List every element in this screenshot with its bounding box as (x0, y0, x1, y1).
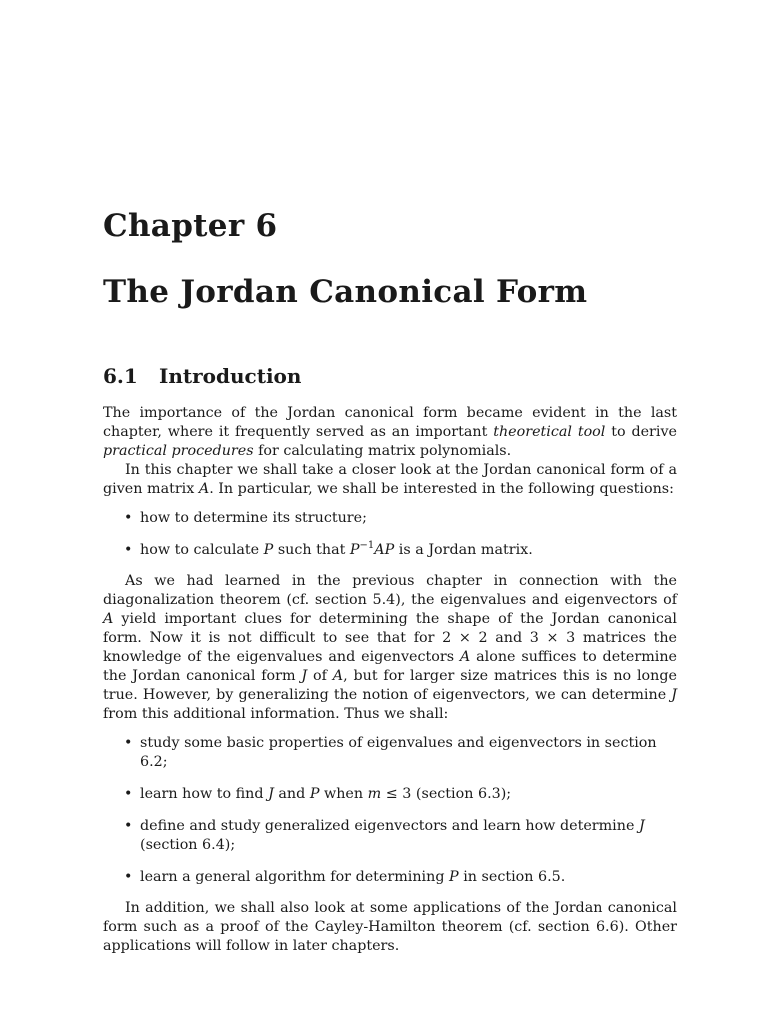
list-item: • define and study generalized eigenvectors and learn how determine J (section 6.4); (124, 818, 645, 853)
bullet-icon: • (124, 542, 133, 558)
paragraph-2: In this chapter we shall take a closer look at the Jordan canonical form of a given matrix A. In particular, we shall be interested in the following questions: (103, 462, 677, 497)
chapter-title: The Jordan Canonical Form (103, 274, 588, 310)
body-text (103, 404, 677, 956)
bullet-icon: • (124, 869, 133, 885)
plan-list (103, 734, 677, 887)
list-item: • learn how to find J and P when m ≤ 3 (section 6.3); (124, 786, 512, 802)
section-title: Introduction (159, 364, 302, 388)
emphasis-practical-procedures: practical procedures (103, 443, 254, 459)
list-item: • how to calculate P such that $P^{-1}AP$ is a Jordan matrix. (124, 540, 533, 558)
paragraph-3: As we had learned in the previous chapter in connection with the diagonalization theorem (cf. section 5.4), the eigenvalues and eigenvectors of A yield important clues for determining the shape of the Jordan canonical form. Now it is not difficult to see that for 2 × 2 and 3 × 3 matrices the knowledge of the eigenvalues and eigenvectors A alone suffices to determine the Jordan canonical form J of A, but for larger size matrices this is no longe true. However, by generalizing the notion of eigenvectors, we can determine J from this additional information. Thus we shall: (103, 573, 678, 722)
paragraph-1: The importance of the Jordan canonical form became evident in the last chapter, where it frequently served as an important theoretical tool to derive practical procedures for calculating matrix polynomials. (103, 405, 677, 459)
section-number: 6.1 (103, 364, 138, 388)
emphasis-theoretical-tool: theoretical tool (493, 424, 606, 440)
bullet-icon: • (124, 510, 133, 526)
questions-list (103, 509, 677, 560)
list-item: • learn a general algorithm for determining P in section 6.5. (124, 869, 566, 885)
section-heading (103, 364, 301, 388)
chapter-label: Chapter 6 (103, 208, 278, 244)
paragraph-4: In addition, we shall also look at some applications of the Jordan canonical form such as a proof of the Cayley-Hamilton theorem (cf. section 6.6). Other applications will follow in later chapters. (103, 900, 677, 954)
list-item: • study some basic properties of eigenvalues and eigenvectors in section 6.2; (124, 735, 657, 770)
bullet-icon: • (124, 818, 133, 834)
bullet-icon: • (124, 786, 133, 802)
list-item: • how to determine its structure; (124, 510, 367, 526)
bullet-icon: • (124, 735, 133, 751)
